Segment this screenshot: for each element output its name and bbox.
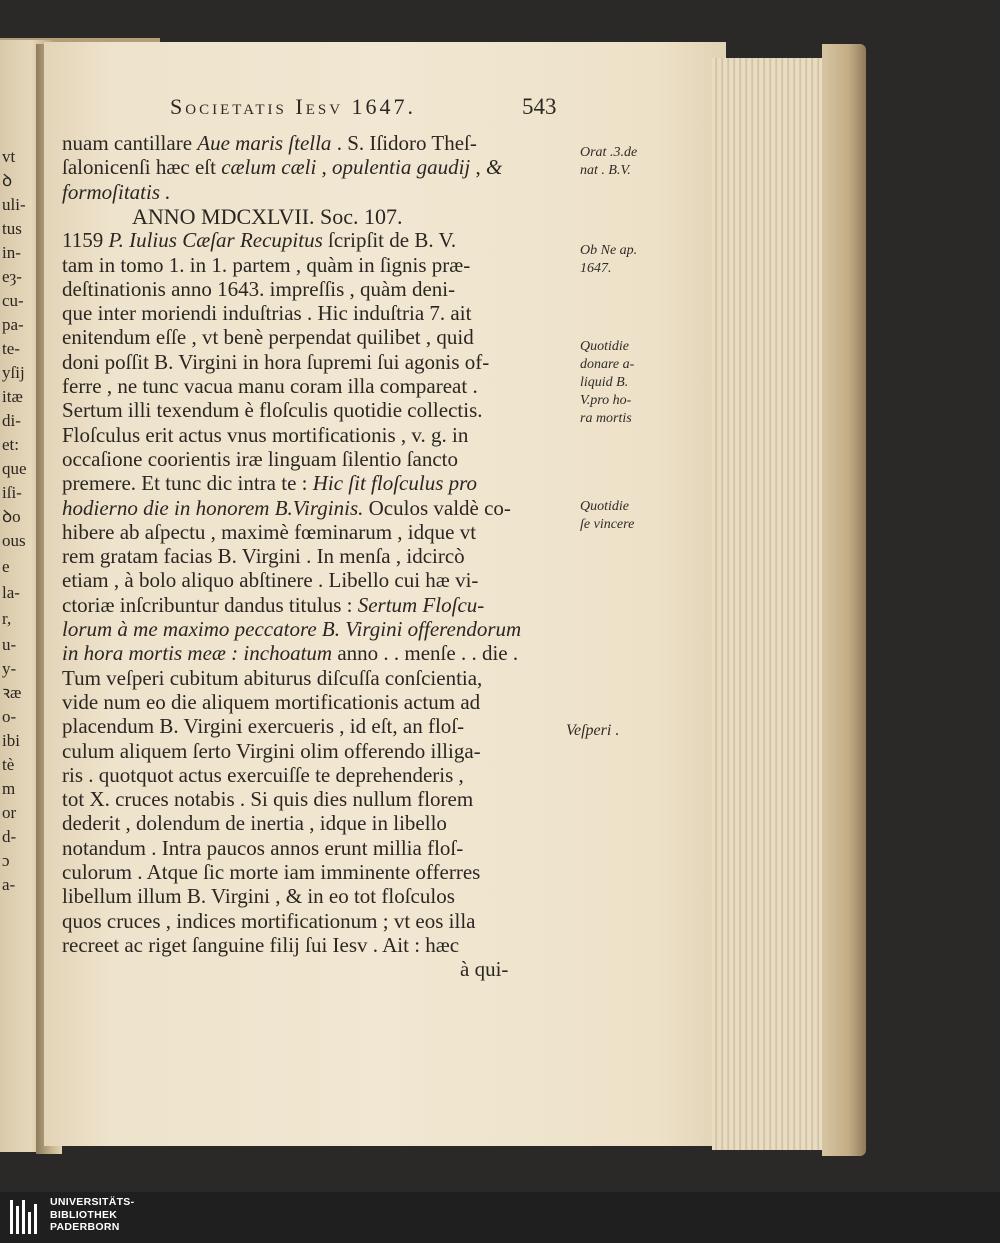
- marginal-note-line: liquid B.: [580, 375, 629, 390]
- text-line: [62, 422, 572, 447]
- italic-run: Aue maris ſtella: [197, 131, 332, 155]
- marginal-note-line: nat . B.V.: [580, 163, 631, 178]
- italic-run: hodierno die in honorem B.Virginis.: [62, 495, 364, 520]
- text-line: [62, 813, 572, 834]
- text-run: ferre , ne tunc vacua manu coram illa compareat .: [62, 374, 478, 398]
- italic-run: lorum à me maximo peccatore B. Virgini offerendorum: [62, 617, 522, 641]
- left-page-fragment: ous: [2, 531, 26, 550]
- logo-line: PADERBORN: [50, 1221, 120, 1233]
- marginal-note: [580, 338, 634, 428]
- text-run: notandum . Intra paucos annos erunt millia floſ-: [62, 835, 464, 860]
- text-run: ctoriæ inſcribuntur dandus titulus :: [62, 592, 358, 617]
- italic-run: &: [486, 155, 503, 180]
- text-line: [62, 179, 572, 204]
- left-page-fragment: ɔ: [2, 851, 10, 870]
- left-page-fragment: que: [2, 459, 27, 478]
- text-run: libellum illum B. Virgini , & in eo tot floſculos: [62, 884, 455, 909]
- text-line: [62, 473, 572, 494]
- left-page-fragment: yſij: [2, 363, 25, 382]
- text-run: doni poſſit B. Virgini in hora ſupremi ſui agonis of-: [62, 349, 490, 374]
- left-page-fragment: eȝ-: [2, 267, 22, 286]
- text-run: hibere ab aſpectu , maximè fœminarum , idque vt: [62, 519, 477, 544]
- text-line: [62, 932, 572, 957]
- italic-run: P. Iulius Cæſar Recupitus: [108, 228, 323, 253]
- marginal-note-line: Ob Ne ap.: [580, 243, 638, 258]
- left-page-fragment: m: [2, 779, 16, 798]
- text-run: occaſione coorientis iræ linguam ſilentio ſancto: [62, 446, 458, 471]
- text-line: [62, 619, 572, 640]
- text-line: [62, 400, 572, 421]
- italic-run: Hic ſit floſculus pro: [312, 471, 478, 496]
- library-logo-text: [50, 1196, 134, 1234]
- text-line: [62, 446, 572, 471]
- text-line: [62, 716, 572, 737]
- text-run: enitendum eſſe , vt benè perpendat quilibet , quid: [62, 325, 474, 350]
- left-page-fragment: y-: [2, 659, 17, 678]
- left-page-fragment: vt: [2, 147, 16, 166]
- text-line: [62, 276, 572, 301]
- left-page-fragment: pa-: [2, 315, 24, 334]
- section-heading: [132, 203, 642, 229]
- text-run: rem gratam facias B. Virgini . In menſa , idcircò: [62, 544, 465, 569]
- text-run: Tum veſperi cubitum abiturus diſcuſſa conſcientia,: [62, 665, 483, 690]
- marginal-note-line: V.pro ho-: [580, 393, 632, 408]
- marginal-note: [580, 144, 637, 180]
- left-page-fragment: or: [2, 803, 17, 822]
- text-run: culorum . Atque ſic morte iam imminente offerres: [62, 860, 481, 884]
- left-page-fragment: itæ: [2, 387, 23, 406]
- text-line: [62, 643, 572, 664]
- text-run: ANNO MDCXLVII. Soc. 107.: [132, 203, 403, 229]
- marginal-note-line: donare a-: [580, 357, 635, 372]
- text-line: [62, 789, 572, 810]
- text-run: tam in tomo 1. in 1. partem , quàm in ſignis præ-: [62, 252, 471, 277]
- text-run: anno . . menſe . . die .: [332, 641, 519, 666]
- italic-run: cælum cæli , opulentia gaudij: [221, 155, 471, 180]
- left-page-fragment: uli-: [2, 195, 26, 214]
- marginal-note: [580, 498, 634, 534]
- text-run: ſcripſit de B. V.: [322, 228, 457, 253]
- left-page-fragment: ꝺ: [2, 171, 13, 190]
- left-page-fragment: ꝛæ: [2, 683, 22, 702]
- text-run: premere. Et tunc dic intra te :: [62, 471, 313, 496]
- italic-run: Sertum Floſcu-: [357, 592, 485, 617]
- text-run: dederit , dolendum de inertia , idque in libello: [62, 811, 447, 836]
- text-run: deſtinationis anno 1643. impreſſis , quàm deni-: [62, 276, 456, 301]
- text-run: recreet ac riget ſanguine filij ſui Iesv . Ait : hæc: [62, 932, 460, 957]
- text-run: à qui-: [460, 957, 509, 982]
- text-run: culum aliquem ſerto Virgini olim offerendo illiga-: [62, 738, 481, 763]
- text-line: [62, 592, 572, 617]
- text-run: que inter moriendi induſtrias . Hic induſtria 7. ait: [62, 301, 472, 326]
- text-line: [62, 835, 572, 860]
- text-line: [62, 376, 572, 397]
- left-page-fragment: di-: [2, 411, 21, 430]
- left-page-fragment: a-: [2, 875, 16, 894]
- text-run: tot X. cruces notabis . Si quis dies nullum florem: [62, 787, 474, 812]
- text-line: [62, 133, 572, 154]
- marginal-note: [580, 242, 637, 278]
- marginal-note-line: ſe vincere: [580, 517, 635, 532]
- left-page-fragment: tus: [2, 219, 22, 238]
- left-page-fragment: iſi-: [2, 483, 22, 502]
- text-run: . S. Iſidoro Theſ-: [331, 131, 477, 155]
- left-page-fragment: in-: [2, 243, 21, 262]
- left-page-fragment: ꝺo: [2, 507, 21, 526]
- logo-line: BIBLIOTHEK: [50, 1208, 118, 1221]
- text-line: [62, 862, 572, 883]
- left-page-fragment: e: [2, 557, 10, 576]
- marginal-note-line: Orat .3.de: [580, 145, 638, 160]
- text-run: nuam cantillare: [62, 131, 198, 155]
- footer-bar: [0, 1192, 1000, 1243]
- left-page-fragment: ibi: [2, 731, 20, 750]
- text-line: [62, 570, 572, 591]
- marginal-note: [566, 722, 619, 740]
- text-line: [62, 157, 572, 178]
- left-page-fragment: u-: [2, 635, 17, 654]
- running-title: Societatis Iesv 1647.: [170, 94, 417, 119]
- text-run: Sertum illi texendum è floſculis quotidie collectis.: [62, 398, 483, 423]
- text-line: [62, 908, 572, 933]
- text-line: [62, 762, 572, 787]
- text-run: Oculos valdè co-: [363, 495, 511, 520]
- logo-line: UNIVERSITÄTS-: [50, 1196, 135, 1208]
- library-logo-icon: [10, 1198, 40, 1236]
- text-line: [62, 886, 572, 907]
- text-line: [62, 665, 572, 690]
- italic-run: formoſitatis .: [62, 179, 171, 204]
- text-line: [62, 252, 572, 277]
- text-run: etiam , à bolo aliquo abſtinere . Libello cui hæ vi-: [62, 568, 479, 593]
- text-run: 1159: [62, 228, 109, 253]
- marginal-note-line: Quotidie: [580, 339, 629, 354]
- marginal-note-line: ra mortis: [580, 411, 632, 426]
- text-run: placendum B. Virgini exercueris , id eſt, an floſ-: [62, 714, 465, 739]
- left-page-fragment: o-: [2, 707, 17, 726]
- text-line: [62, 738, 572, 763]
- text-line: [62, 230, 572, 251]
- text-line: [62, 349, 572, 374]
- text-run: Floſculus erit actus vnus mortificationis , v. g. in: [62, 422, 469, 447]
- page-number: 543: [522, 94, 557, 119]
- left-page-fragment: la-: [2, 583, 20, 602]
- text-run: ,: [470, 155, 487, 180]
- book-cover-edge: [822, 44, 866, 1156]
- text-line: [62, 495, 572, 520]
- left-page-fragment: r,: [2, 609, 12, 628]
- text-line: [62, 327, 572, 348]
- marginal-note-line: Veſperi .: [566, 722, 620, 739]
- left-page-fragment: tè: [2, 755, 15, 774]
- text-run: quos cruces , indices mortificationum ; vt eos illa: [62, 908, 476, 933]
- marginal-note-line: 1647.: [580, 261, 612, 276]
- left-page-fragment: cu-: [2, 291, 24, 310]
- text-run: ris . quotquot actus exercuiſſe te deprehenderis ,: [62, 762, 464, 787]
- text-run: ſalonicenſi hæc eſt: [62, 155, 222, 180]
- text-line: [62, 519, 572, 544]
- left-page-fragment: te-: [2, 339, 20, 358]
- italic-run: in hora mortis meæ : inchoatum: [62, 641, 333, 666]
- marginal-note-line: Quotidie: [580, 499, 629, 514]
- text-line: [62, 689, 572, 714]
- text-line: [62, 303, 572, 324]
- text-run: vide num eo die aliquem mortificationis actum ad: [62, 689, 481, 714]
- left-page-fragment: d-: [2, 827, 17, 846]
- text-line: [62, 546, 572, 567]
- catchword: [460, 959, 970, 980]
- left-page-fragment: et:: [2, 435, 19, 454]
